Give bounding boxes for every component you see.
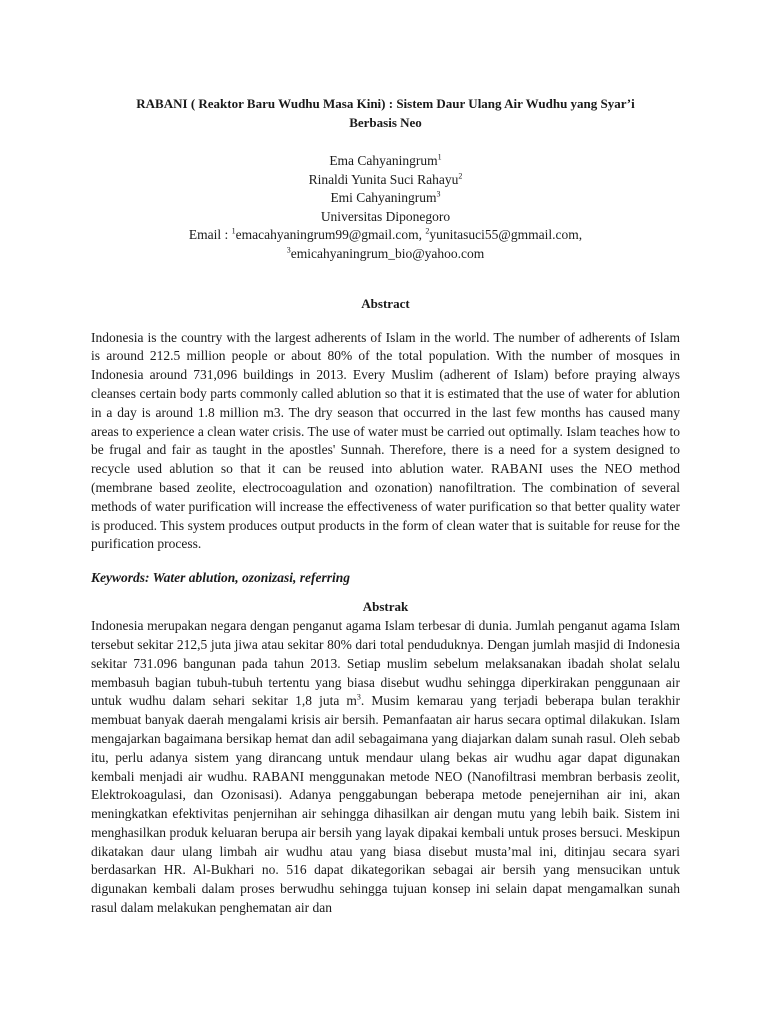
affiliation: Universitas Diponegoro [320, 208, 451, 224]
email-line-1 [91, 226, 680, 245]
paper-title-line-2: Berbasis Neo [349, 115, 422, 130]
author-mark: 2 [458, 171, 463, 181]
keywords-line [91, 569, 680, 587]
email-prefix: Email : [188, 227, 232, 243]
email-mark: 3 [286, 245, 291, 255]
author-name: Emi Cahyaningrum [330, 190, 437, 206]
author-name: Ema Cahyaningrum [329, 153, 438, 168]
email-2: yunitasuci55@gmmail.com, [429, 227, 583, 243]
email-line-2 [91, 245, 680, 264]
author-mark: 1 [437, 152, 442, 162]
email-mark: 2 [425, 226, 430, 236]
author-mark: 3 [436, 189, 441, 199]
email-1: emacahyaningrum99@gmail.com, [235, 227, 423, 243]
author-3 [91, 189, 680, 208]
keywords-text: : Water ablution, ozonizasi, referring [145, 570, 351, 586]
author-2 [91, 171, 680, 190]
email-3: emicahyaningrum_bio@yahoo.com [290, 245, 485, 261]
keywords-label: Keywords [91, 570, 145, 586]
abstrak-superscript: 3 [356, 692, 361, 702]
author-block [91, 152, 680, 264]
author-name: Rinaldi Yunita Suci Rahayu [308, 171, 459, 187]
email-mark: 1 [231, 226, 236, 236]
paper-title-line-1: RABANI ( Reaktor Baru Wudhu Masa Kini) : Sistem Daur Ulang Air Wudhu yang Syar’i [136, 96, 635, 111]
abstrak-heading: Abstrak [362, 599, 409, 615]
abstrak-paragraph [91, 617, 680, 918]
abstrak-text-part-2: . Musim kemarau yang terjadi beberapa bulan terakhir membuat banyak daerah mengalami krisis air bersih. Pemanfaatan air harus secara optimal dilakukan. Islam mengajarkan bagaimana bersikap hemat dan adil sebagaimana yang diajarkan dalam sunah rasul. Oleh sebab itu, perlu adanya sistem yang dirancang untuk mendaur ulang bekas air wudhu agar dapat digunakan kembali menjadi air wudhu. RABANI menggunakan metode NEO (Nanofiltrasi membran berbasis zeolit, Elektrokoagulasi, dan Ozonisasi). Adanya penggabungan beberapa metode penejernihan air ini, akan meningkatkan efektivitas penjernihan air sehingga dihasilkan air dengan mutu yang lebih baik. Sistem ini menghasilkan produk keluaran berupa air bersih yang layak dipakai kembali untuk proses bersuci. Meskipun dikatakan daur ulang limbah air wudhu atau yang biasa disebut musta’mal ini, ditinjau secara syari berdasarkan HR. Al-Bukhari no. 516 dapat dikategorikan sebagai air bersih yang mensucikan untuk digunakan kembali dalam proses berwudhu sehingga tujuan konsep ini selain dapat mengamalkan sunah rasul dalam melakukan penghematan air dan [91, 693, 680, 916]
abstrak-text-part-1: Indonesia merupakan negara dengan penganut agama Islam terbesar di dunia. Jumlah penganut agama Islam tersebut sekitar 212,5 juta jiwa atau sekitar 80% dari total penduduknya. Dengan jumlah masjid di Indonesia sekitar 731.096 bangunan pada tahun 2013. Setiap muslim sebelum melaksanakan ibadah sholat selalu membasuh bagian tubuh-tubuh tertentu yang biasa disebut wudhu sehingga diperkirakan penggunaan air untuk wudhu dalam sehari sekitar 1,8 juta m [91, 618, 680, 709]
abstract-paragraph: Indonesia is the country with the largest adherents of Islam in the world. The number of adherents of Islam is around 212.5 million people or about 80% of the total population. With the number of mosques in Indonesia around 731,096 buildings in 2013. Every Muslim (adherent of Islam) before praying always cleanses certain body parts commonly called ablution so that it is estimated that the use of water for ablution in a day is around 1.8 million m3. The dry season that occurred in the last few months has caused many areas to experience a clean water crisis. The use of water must be carried out optimally. Islam teaches how to be frugal and fair as taught in the apostles' Sunnah. Therefore, there is a need for a system designed to recycle used ablution so that it can be reused into ablution water. RABANI uses the NEO method (membrane based zeolite, electrocoagulation and ozonation) nanofiltration. The combination of several methods of water purification will increase the effectiveness of water purification so that better quality water is produced. This system produces output products in the form of clean water that is suitable for reuse for the purification process. [91, 329, 680, 552]
author-1 [91, 152, 680, 171]
paper-title [91, 94, 680, 132]
abstract-heading: Abstract [361, 295, 410, 311]
